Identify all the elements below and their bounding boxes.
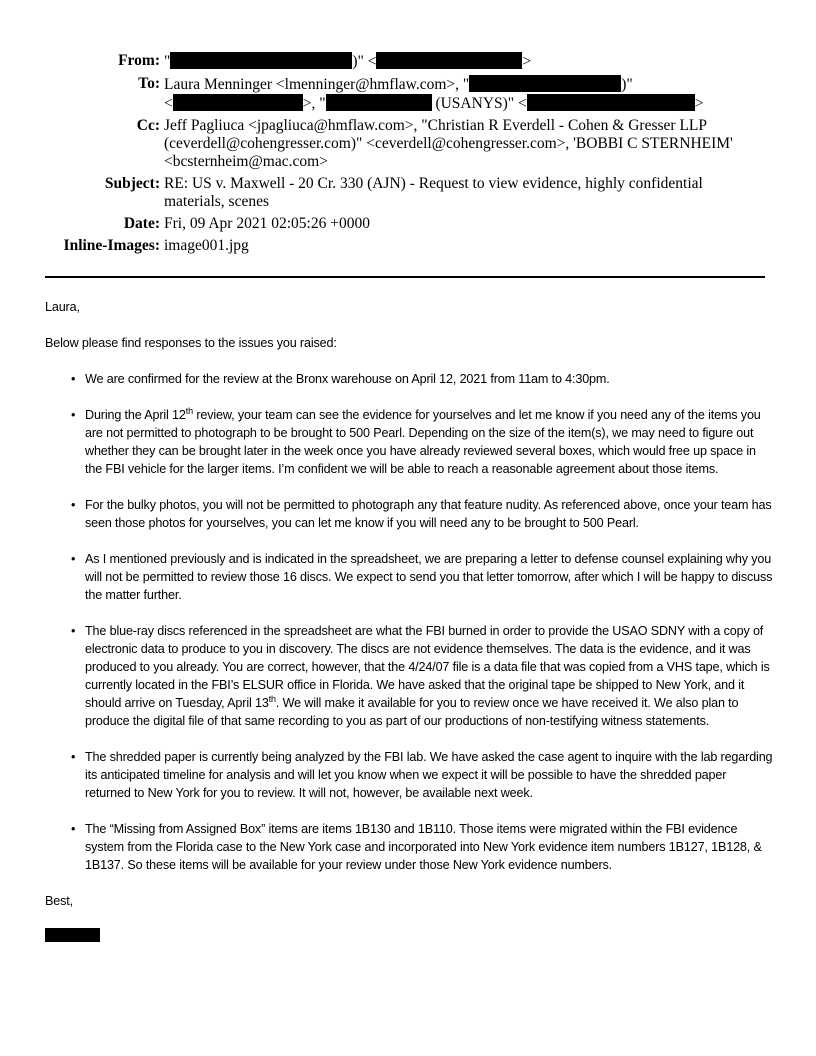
subject-label: Subject: [104,175,160,192]
date-label: Date: [123,215,160,232]
inline-images-row [0,237,816,255]
list-item: • The blue-ray discs referenced in the spreadsheet are what the FBI burned in order to provide the USAO SDNY with a copy of electronic data to produce to you in discovery. The discs are not evidence themselves. The data is the evidence, and it was produced to you already. You are correct, however, that the 4/24/07 file is a data file that was copied from a VHS tape, which is currently located in the FBI’s ELSUR office in Florida. We have asked that the original tape be shipped to New York, and it should arrive on Tuesday, April 13th. We will make it available for you to review once we have received it. We also plan to produce the digital file of that same recording to you as part of our productions of non-testifying witness statements. [85,622,775,730]
email-header [0,52,816,259]
from-row [0,52,816,71]
list-item: • As I mentioned previously and is indicated in the spreadsheet, we are preparing a letter to defense counsel explaining why you will not be permitted to review those 16 discs. We expect to send you that letter tomorrow, after which I will be happy to discuss the matter further. [85,550,775,604]
list-item: • For the bulky photos, you will not be permitted to photograph any that feature nudity. As referenced above, once your team has seen those photos for yourselves, you can let me know if you will need any to be brought to 500 Pearl. [85,496,775,532]
redaction-block [326,94,432,111]
signature-redaction [45,928,100,942]
from-value: " )" < > [164,53,532,70]
cc-label: Cc: [136,117,160,134]
redaction-block [376,52,522,69]
intro-text: Below please find responses to the issues you raised: [45,336,337,350]
list-item: • The shredded paper is currently being analyzed by the FBI lab. We have asked the case agent to inquire with the lab regarding its anticipated timeline for analysis and will let you know when we expect it will be possible to have the shredded paper returned to New York for you to review. It will not, however, be available next week. [85,748,775,802]
subject-row [0,175,816,211]
from-label: From: [118,52,160,69]
cc-value: Jeff Pagliuca <jpagliuca@hmflaw.com>, "Christian R Everdell - Cohen & Gresser LLP (ceverdell@cohengresser.com)" <ceverdell@cohengresser.com>, 'BOBBI C STERNHEIM' <bcsternheim@mac.com> [164,117,733,170]
inline-images-value: image001.jpg [164,237,249,254]
to-row [0,75,816,113]
response-list [45,370,775,874]
list-item: • The “Missing from Assigned Box” items are items 1B130 and 1B110. Those items were migrated within the FBI evidence system from the Florida case to the New York case and incorporated into New York evidence item numbers 1B127, 1B128, & 1B137. So these items will be available for your review under those New York evidence numbers. [85,820,775,874]
cc-row [0,117,816,171]
greeting: Laura, [45,300,80,314]
date-row [0,215,816,233]
list-item: • We are confirmed for the review at the Bronx warehouse on April 12, 2021 from 11am to 4:30pm. [85,370,775,388]
redaction-block [469,75,621,92]
redaction-block [173,94,303,111]
signoff: Best, [45,894,73,908]
date-value: Fri, 09 Apr 2021 02:05:26 +0000 [164,215,370,232]
list-item: • During the April 12th review, your team can see the evidence for yourselves and let me know if you need any of the items you are not permitted to photograph to be brought to 500 Pearl. Depending on the size of the item(s), we may need to figure out whether they can be brought later in the week once you have already reviewed several boxes, which would free up space in the FBI vehicle for the larger items. I’m confident we will be able to reach a reasonable agreement about those items. [85,406,775,478]
header-divider [45,276,765,278]
inline-images-label: Inline-Images: [63,237,160,254]
to-label: To: [138,75,160,92]
email-body [45,298,775,942]
redaction-block [527,94,695,111]
to-value: Laura Menninger <lmenninger@hmflaw.com>, " )" < >, " (USANYS)" < > [164,76,704,112]
redaction-block [170,52,352,69]
subject-value: RE: US v. Maxwell - 20 Cr. 330 (AJN) - Request to view evidence, highly confidential materials, scenes [164,175,703,210]
